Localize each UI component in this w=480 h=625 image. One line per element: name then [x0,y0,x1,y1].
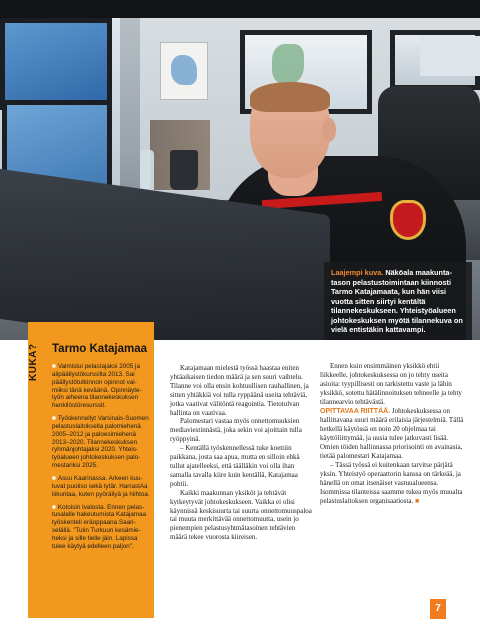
info-item-text: Asuu Kaarinassa. Arkeen kuuluvat puoliso sekä tytär. HarrastAa liikuntaa, kuten pyöräilyä ja hiihtoa. [52,474,150,498]
square-bullet-icon: ■ [52,415,56,423]
shoulder-patch-icon [390,200,426,240]
article-column-1 [170,364,314,542]
info-item-text: Valmistui pelastajaksi 2005 ja alipäällystökurssilta 2013. Sai päällystötutkinnon opinnot valmiiksi tänä keväänä. Opinnäytetyön aiheena tilannekeskuksen henkilöstöresurssit. [52,363,142,410]
paragraph: Ennen kuin ensimmäinen yksikkö ehtii liikkeelle, johtokeskuksessa on jo tehty useita asioita: tyypillisesti on tarkistettu vaste ja lähin yksikkö, sotettu hätälinnoituksen tehneelle ja tehty tilannearvio tehtävästä. [320,362,462,406]
info-item [52,504,150,551]
photo-caption [324,262,472,340]
info-item-text: Työskennellyt Varsinais-Suomen pelastuslaitoksella palomiehenä 2005–2012 ja paloesimiehenä 2013–2020. Tilannekeskuksen ryhmänjohtajaksi 2020. Yhteistyöalueen johtokeskuksen palomestariksi 2025. [52,415,149,470]
water-bottle [140,150,154,194]
end-mark-icon: ■ [414,496,420,505]
info-item [52,363,150,410]
person-ear [322,118,336,142]
paragraph: – Kentällä työskennellessä tuke koettiin paikkana, josta saa apua, mutta en silloin ehkä tullut ajatelleeksi, että täälläkin voi olla ihan samalla tavalla kiire kuin kentällä, Katajamaa pohtii. [170,444,300,488]
paragraph: Palomestari vastaa myös onnettomuuksien mediaviestinnästä, joka sekin voi ajoittain tulla ryöppyinä. [170,417,302,444]
paragraph [320,407,464,461]
info-item-text: Kotoisin Ivalosta. Ennen pelastusalalle hakeutumista Katajamaa työskenteli eräoppaana Saariselällä. ”Tulin Turkuun kesämieheksi ja sille tielle jäin. Lapissa tulee käytyä edelleen paljon”. [52,503,147,550]
section-subhead: OPITTAVAA RIITTÄÄ. [320,407,391,415]
page-number: 7 [430,599,446,619]
square-bullet-icon: ■ [52,474,56,482]
paragraph: Kaikki maakunnan yksiköt ja tehtävät kytkeytyvät johtokeskukseen. Vaikka ei olisi käynnissä keskisuurta tai suurta onnettomuuspaloa tai muuta merkittävää onnettomuutta, usein jo pienempien pelastusyhtmätasoinen tehtävien määrä tekee vuorosta kiireisen. [170,488,312,542]
right-monitor-screen [420,36,480,76]
square-bullet-icon: ■ [52,363,56,370]
info-item [52,475,150,499]
paragraph-text: – Tässä työssä ei kuitenkaan tarvitse pärjätä yksin. Yhteistyö operaattorin kanssa on tärkeää, ja hänellä on omat itsenäiset vastuualueensa. Isommissa tilanteissa saamme tukea myös muualta pelastuslaitoksen organisaatiosta. [320,460,463,505]
article-column-2 [320,362,464,506]
info-box-name: Tarmo Katajamaa [52,343,148,355]
top-bar [0,0,480,18]
info-box-side-label: KUKA? [28,343,39,381]
paragraph [320,461,464,506]
caption-keyword: Laajempi kuva. [331,268,384,277]
paragraph-text: Johtokeskuksessa on hallittavana suuri määrä erilaisia järjestelmiä. Tällä hetkellä käytössä on noin 20 ohjelmaa tai käyttöliittymää, ja uusia tulee jatkuvasti lisää. Omien töiden hallinnassa priorisointi on avainasia, tietää palomestari Katajamaa. [320,406,464,461]
wall-poster [160,42,208,100]
paragraph: Katajamaan mielestä työssä haastaa eniten yhtäaikaisen tiedon määrä ja sen suuri vaihtelu. Tilanne voi olla ensin kohtuullisen rauhallinen, ja sitten yhtäkkiä voi tulla ryppäänä useita tehtäviä, jotka vaativat välitöntä reagointia. Tietotulvan hallinta on vaativaa. [170,364,309,417]
square-bullet-icon: ■ [52,503,56,511]
caption-text: Näköala maakuntatason pelastustoimintaan kiinnosti Tarmo Katajamaata, kun hän viisi vuotta sitten siirtyi kentältä tilannekeskukseen. Yhteistyöalueen johtokeskuksen myötä tilannekuva on vielä entistäkin kattavampi. [331,268,463,334]
info-item [52,415,150,470]
top-left-monitor [0,18,112,110]
monitor-map [272,44,304,84]
person-hair [250,82,330,112]
info-box-list [52,363,150,556]
pen-holder [170,150,198,190]
